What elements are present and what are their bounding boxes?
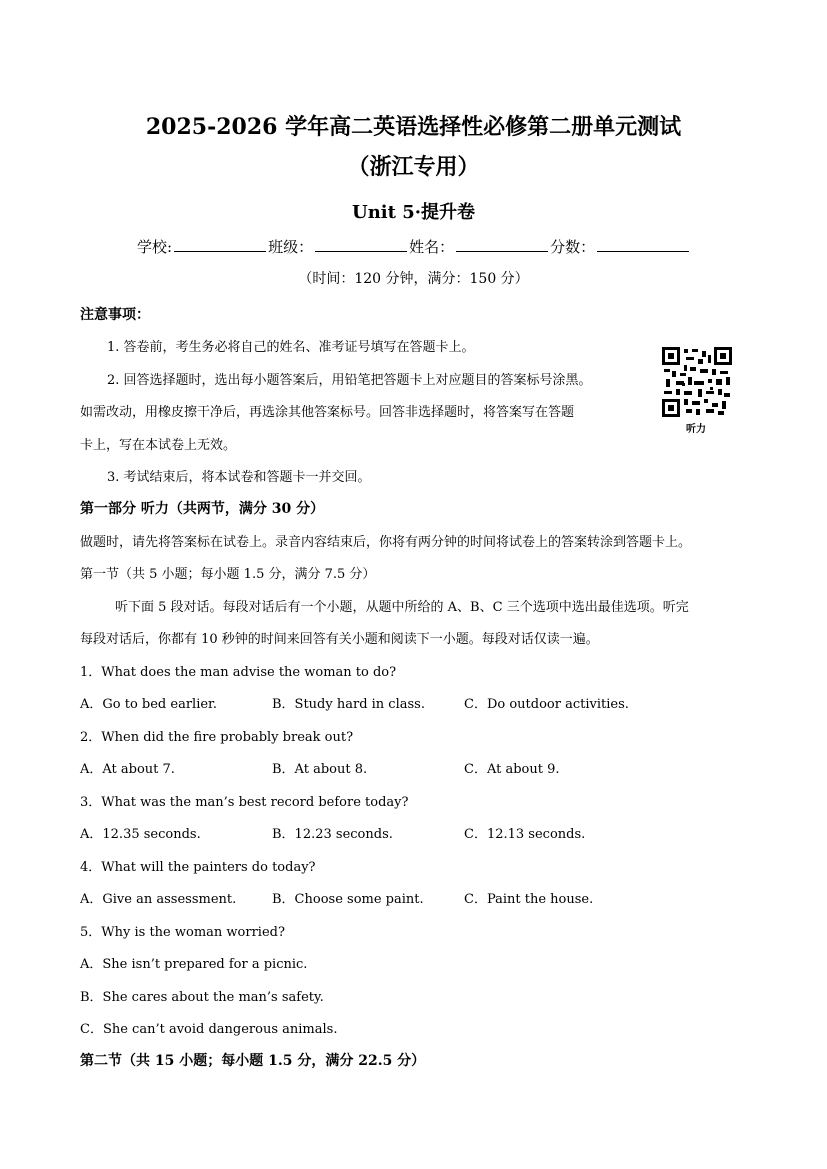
notice-heading: 注意事项：	[80, 307, 150, 323]
unit-title: Unit 5·提升卷	[352, 202, 475, 223]
question-3-option-c[interactable]: C．12.13 seconds.	[464, 827, 586, 842]
section1-instructions: 听下面 5 段对话。每段对话后有一个小题，从题中所给的 A、B、C 三个选项中选出最佳选项。听完	[115, 600, 689, 615]
question-5-option-a[interactable]: A．She isn’t prepared for a picnic.	[80, 957, 308, 972]
section2-heading: 第二节（共 15 小题；每小题 1.5 分，满分 22.5 分）	[80, 1053, 426, 1069]
class-label: 班级：	[268, 238, 314, 256]
part1-heading: 第一部分 听力（共两节，满分 30 分）	[80, 501, 325, 517]
question-2: 2．When did the fire probably break out?	[80, 730, 354, 745]
part1-intro: 做题时，请先将答案标在试卷上。录音内容结束后，你将有两分钟的时间将试卷上的答案转涂到答题卡上。	[80, 535, 692, 550]
name-label: 姓名：	[409, 238, 455, 256]
notice-item-2-cont: 如需改动，用橡皮擦干净后，再选涂其他答案标号。回答非选择题时，将答案写在答题	[80, 405, 575, 420]
question-3-option-a[interactable]: A．12.35 seconds.	[80, 827, 201, 842]
question-1-option-c[interactable]: C．Do outdoor activities.	[464, 697, 629, 712]
time-note: （时间：120 分钟，满分：150 分）	[298, 271, 529, 287]
question-3-option-b[interactable]: B．12.23 seconds.	[272, 827, 393, 842]
question-2-option-b[interactable]: B．At about 8.	[272, 762, 368, 777]
question-5: 5．Why is the woman worried?	[80, 925, 285, 940]
info-fields	[137, 236, 691, 257]
question-4-option-b[interactable]: B．Choose some paint.	[272, 892, 424, 907]
question-5-option-c[interactable]: C．She can’t avoid dangerous animals.	[80, 1022, 338, 1037]
section1-heading: 第一节（共 5 小题；每小题 1.5 分，满分 7.5 分）	[80, 567, 376, 582]
name-blank[interactable]	[456, 237, 548, 252]
qr-label: 听力	[686, 424, 706, 435]
question-5-option-b[interactable]: B．She cares about the man’s safety.	[80, 990, 324, 1005]
notice-item-3: 3. 考试结束后，将本试卷和答题卡一并交回。	[107, 470, 371, 485]
class-blank[interactable]	[315, 237, 407, 252]
question-1: 1．What does the man advise the woman to do?	[80, 665, 397, 680]
notice-item-1: 1. 答卷前，考生务必将自己的姓名、准考证号填写在答题卡上。	[107, 340, 475, 355]
question-1-option-a[interactable]: A．Go to bed earlier.	[80, 697, 217, 712]
question-4-option-c[interactable]: C．Paint the house.	[464, 892, 594, 907]
question-3: 3．What was the man’s best record before today?	[80, 795, 409, 810]
score-label: 分数：	[550, 238, 596, 256]
question-2-option-a[interactable]: A．At about 7.	[80, 762, 175, 777]
qr-code-icon[interactable]	[662, 347, 732, 417]
section1-instructions-cont: 每段对话后，你都有 10 秒钟的时间来回答有关小题和阅读下一小题。每段对话仅读一遍。	[80, 632, 599, 647]
school-label: 学校:	[137, 238, 173, 256]
question-4-option-a[interactable]: A．Give an assessment.	[80, 892, 237, 907]
score-blank[interactable]	[597, 237, 689, 252]
notice-item-2-end: 卡上，写在本试卷上无效。	[80, 438, 237, 453]
notice-item-2: 2. 回答选择题时，选出每小题答案后，用铅笔把答题卡上对应题目的答案标号涂黑。	[107, 373, 592, 388]
page-subtitle: （浙江专用）	[347, 154, 480, 180]
question-4: 4．What will the painters do today?	[80, 860, 316, 875]
page-title: 2025-2026 学年高二英语选择性必修第二册单元测试	[145, 114, 682, 140]
school-blank[interactable]	[174, 237, 266, 252]
question-1-option-b[interactable]: B．Study hard in class.	[272, 697, 425, 712]
question-2-option-c[interactable]: C．At about 9.	[464, 762, 560, 777]
